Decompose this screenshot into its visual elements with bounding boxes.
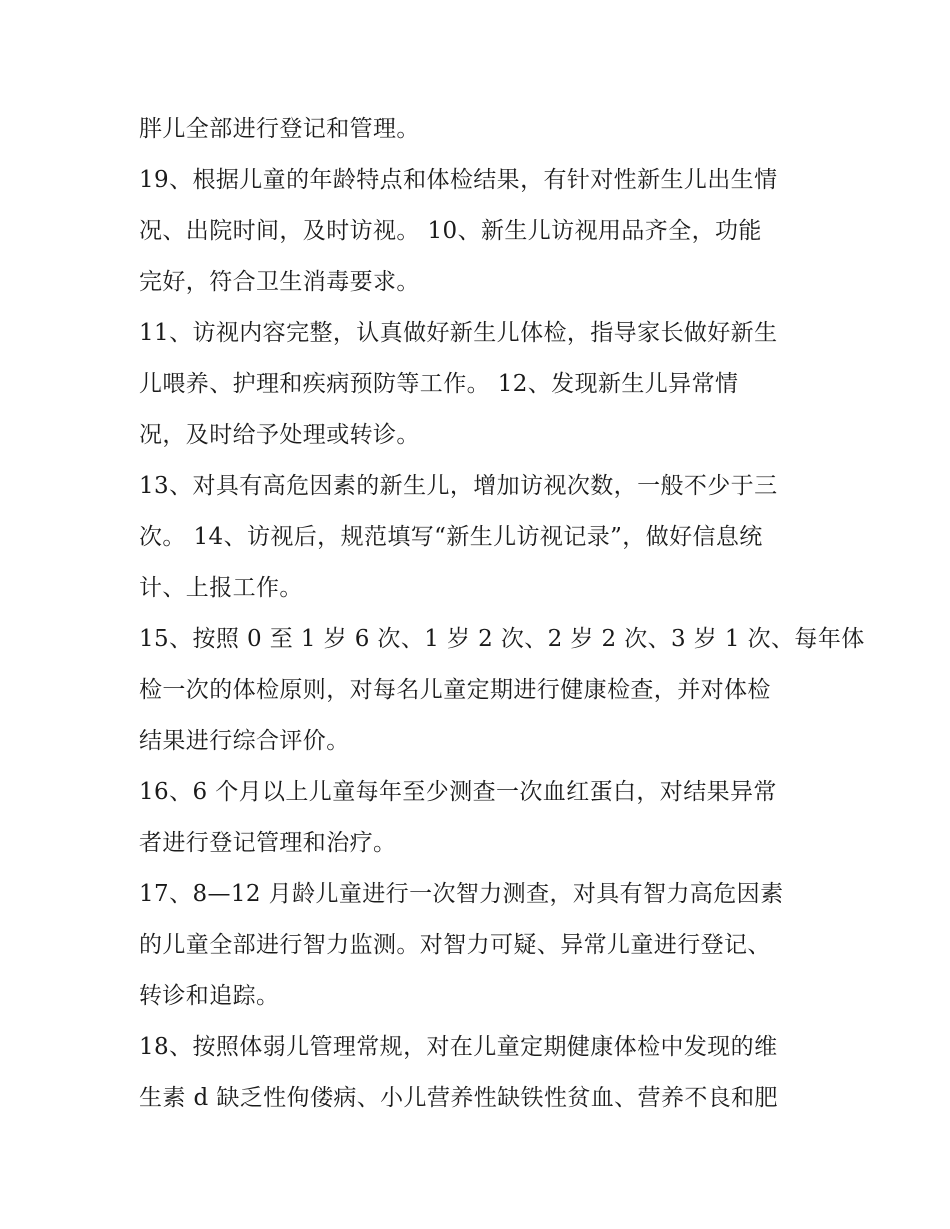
text-line: 16、6 个月以上儿童每年至少测查一次血红蛋白，对结果异常 <box>139 779 777 805</box>
text-line: 结果进行综合评价。 <box>139 728 350 754</box>
text-line: 转诊和追踪。 <box>139 983 280 1009</box>
text-line: 儿喂养、护理和疾病预防等工作。 12、发现新生儿异常情 <box>139 371 739 397</box>
text-line: 完好，符合卫生消毒要求。 <box>139 269 420 295</box>
text-line: 15、按照 0 至 1 岁 6 次、1 岁 2 次、2 岁 2 次、3 岁 1 次、每年体 <box>139 626 865 652</box>
text-line: 18、按照体弱儿管理常规，对在儿童定期健康体检中发现的维 <box>139 1034 778 1060</box>
text-line: 次。 14、访视后，规范填写“新生儿访视记录”，做好信息统 <box>139 524 763 550</box>
text-line: 检一次的体检原则，对每名儿童定期进行健康检查，并对体检 <box>139 677 771 703</box>
text-line: 胖儿全部进行登记和管理。 <box>139 116 420 142</box>
text-line: 11、访视内容完整，认真做好新生儿体检，指导家长做好新生 <box>139 320 778 346</box>
text-line: 19、根据儿童的年龄特点和体检结果，有针对性新生儿出生情 <box>139 167 778 193</box>
text-line: 13、对具有高危因素的新生儿，增加访视次数，一般不少于三 <box>139 473 778 499</box>
text-line: 况、出院时间，及时访视。 10、新生儿访视用品齐全，功能 <box>139 218 762 244</box>
text-line: 况，及时给予处理或转诊。 <box>139 422 420 448</box>
text-line: 17、8—12 月龄儿童进行一次智力测查，对具有智力高危因素 <box>139 881 784 907</box>
text-line: 的儿童全部进行智力监测。对智力可疑、异常儿童进行登记、 <box>139 932 771 958</box>
text-line: 者进行登记管理和治疗。 <box>139 830 397 856</box>
text-line: 计、上报工作。 <box>139 575 303 601</box>
document-body <box>139 104 865 1124</box>
text-line: 生素 d 缺乏性佝偻病、小儿营养性缺铁性贫血、营养不良和肥 <box>139 1085 778 1111</box>
